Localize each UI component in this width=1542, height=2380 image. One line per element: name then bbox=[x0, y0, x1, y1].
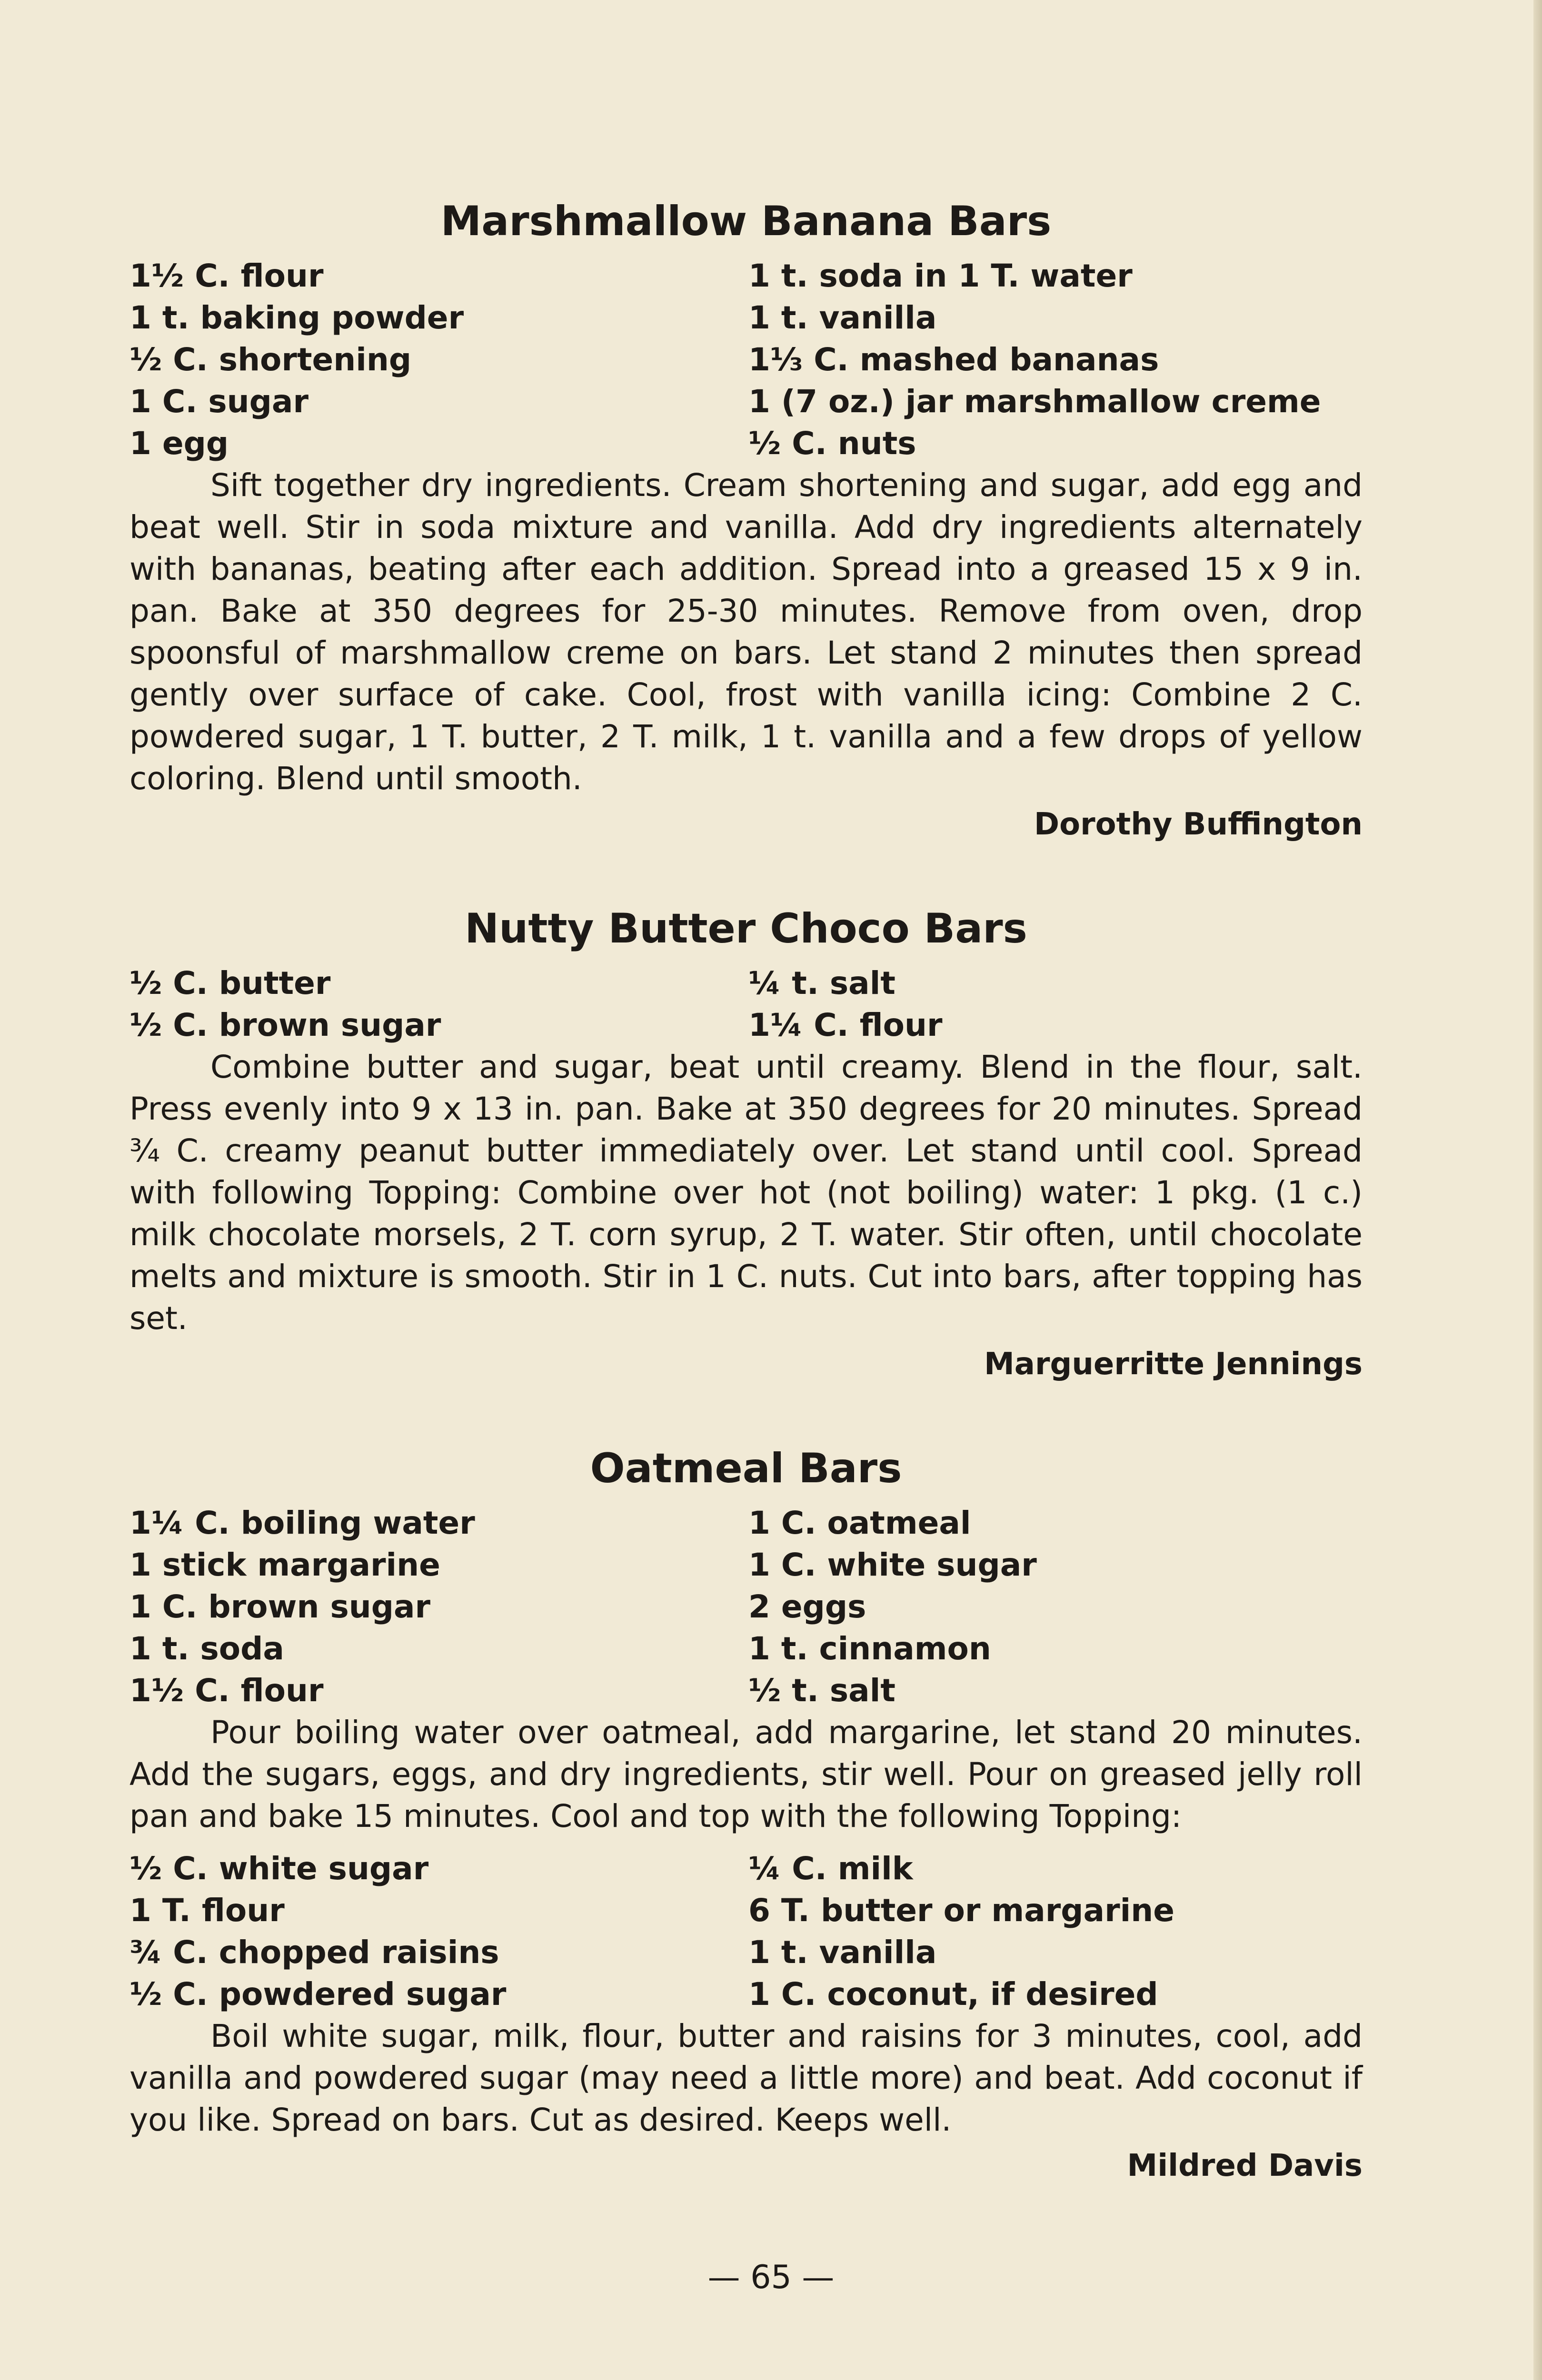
ingredient-item: 1 t. baking powder bbox=[129, 299, 464, 336]
page-content bbox=[129, 195, 1363, 2187]
topping-item: 1 T. flour bbox=[129, 1892, 285, 1929]
ingredient-item: 1 C. sugar bbox=[129, 383, 308, 420]
ingredient-item: 1 egg bbox=[129, 425, 229, 462]
ingredient-list bbox=[129, 255, 1363, 465]
recipe-instructions: Pour boiling water over oatmeal, add margarine, let stand 20 minutes. Add the sugars, eggs, and dry ingredients, stir well. Pour on greased jelly roll pan and bake 15 minutes. Cool and top with the following Topping: bbox=[129, 1714, 1363, 1835]
topping-column-right bbox=[748, 1848, 1363, 2015]
ingredient-item: 1½ C. flour bbox=[129, 258, 324, 294]
topping-instructions: Boil white sugar, milk, flour, butter and raisins for 3 minutes, cool, add vanilla and powdered sugar (may need a little more) and beat. Add coconut if you like. Spread on bars. Cut as desired. Keeps well. bbox=[129, 2018, 1363, 2138]
topping-item: ½ C. powdered sugar bbox=[129, 1976, 507, 2013]
topping-item: ½ C. white sugar bbox=[129, 1850, 429, 1887]
ingredient-column-right bbox=[748, 962, 1363, 1046]
ingredient-item: 2 eggs bbox=[748, 1588, 866, 1625]
ingredient-item: 1¼ C. boiling water bbox=[129, 1505, 475, 1541]
topping-item: ¾ C. chopped raisins bbox=[129, 1934, 499, 1971]
ingredient-list bbox=[129, 962, 1363, 1046]
ingredient-item: ½ t. salt bbox=[748, 1672, 895, 1709]
recipe-author: Mildred Davis bbox=[1127, 2148, 1363, 2183]
recipe-marshmallow-banana-bars bbox=[129, 195, 1363, 845]
ingredient-item: 1 C. white sugar bbox=[748, 1547, 1037, 1583]
recipe-instructions: Sift together dry ingredients. Cream shortening and sugar, add egg and beat well. Stir in soda mixture and vanilla. Add dry ingredients alternately with bananas, beating after each addition. Spread into a greased 15 x 9 in. pan. Bake at 350 degrees for 25-30 minutes. Remove from oven, drop spoonsful of marshmallow creme on bars. Let stand 2 minutes then spread gently over surface of cake. Cool, frost with vanilla icing: Combine 2 C. powdered sugar, 1 T. butter, 2 T. milk, 1 t. vanilla and a few drops of yellow coloring. Blend until smooth. bbox=[129, 467, 1363, 797]
ingredient-column-left bbox=[129, 1502, 748, 1712]
topping-item: 1 C. coconut, if desired bbox=[748, 1976, 1158, 2013]
ingredient-item: 1 t. cinnamon bbox=[748, 1630, 991, 1667]
topping-item: ¼ C. milk bbox=[748, 1850, 913, 1887]
ingredient-column-right bbox=[748, 255, 1363, 465]
recipe-nutty-butter-choco-bars bbox=[129, 902, 1363, 1385]
ingredient-column-left bbox=[129, 255, 748, 465]
page-edge bbox=[1533, 0, 1542, 2380]
ingredient-column-left bbox=[129, 962, 748, 1046]
topping-item: 6 T. butter or margarine bbox=[748, 1892, 1174, 1929]
ingredient-item: 1½ C. flour bbox=[129, 1672, 324, 1709]
recipe-instructions: Combine butter and sugar, beat until creamy. Blend in the flour, salt. Press evenly into 9 x 13 in. pan. Bake at 350 degrees for 20 minutes. Spread ¾ C. creamy peanut butter immediately over. Let stand until cool. Spread with following Topping: Combine over hot (not boiling) water: 1 pkg. (1 c.) milk chocolate morsels, 2 T. corn syrup, 2 T. water. Stir often, until chocolate melts and mixture is smooth. Stir in 1 C. nuts. Cut into bars, after topping has set. bbox=[129, 1049, 1363, 1337]
ingredient-item: 1 t. vanilla bbox=[748, 299, 937, 336]
recipe-author: Dorothy Buffington bbox=[1034, 807, 1363, 842]
topping-item: 1 t. vanilla bbox=[748, 1934, 937, 1971]
ingredient-item: 1⅓ C. mashed bananas bbox=[748, 341, 1159, 378]
ingredient-item: ½ C. butter bbox=[129, 965, 331, 1002]
ingredient-item: 1 stick margarine bbox=[129, 1547, 440, 1583]
ingredient-column-right bbox=[748, 1502, 1363, 1712]
ingredient-item: 1 C. oatmeal bbox=[748, 1505, 971, 1541]
recipe-author: Marguerritte Jennings bbox=[984, 1347, 1363, 1382]
ingredient-item: 1 t. soda bbox=[129, 1630, 284, 1667]
ingredient-item: ½ C. shortening bbox=[129, 341, 412, 378]
recipe-oatmeal-bars bbox=[129, 1442, 1363, 2187]
ingredient-list bbox=[129, 1502, 1363, 1712]
page-number: — 65 — bbox=[707, 2259, 835, 2296]
ingredient-item: 1 (7 oz.) jar marshmallow creme bbox=[748, 383, 1321, 420]
recipe-title: Marshmallow Banana Bars bbox=[440, 198, 1052, 245]
topping-column-left bbox=[129, 1848, 748, 2015]
topping-ingredient-list bbox=[129, 1848, 1363, 2015]
ingredient-item: ½ C. nuts bbox=[748, 425, 916, 462]
recipe-title: Nutty Butter Choco Bars bbox=[465, 905, 1027, 952]
ingredient-item: ½ C. brown sugar bbox=[129, 1007, 441, 1043]
recipe-title: Oatmeal Bars bbox=[590, 1445, 902, 1492]
ingredient-item: 1 t. soda in 1 T. water bbox=[748, 258, 1133, 294]
ingredient-item: 1 C. brown sugar bbox=[129, 1588, 431, 1625]
ingredient-item: 1¼ C. flour bbox=[748, 1007, 943, 1043]
ingredient-item: ¼ t. salt bbox=[748, 965, 895, 1002]
